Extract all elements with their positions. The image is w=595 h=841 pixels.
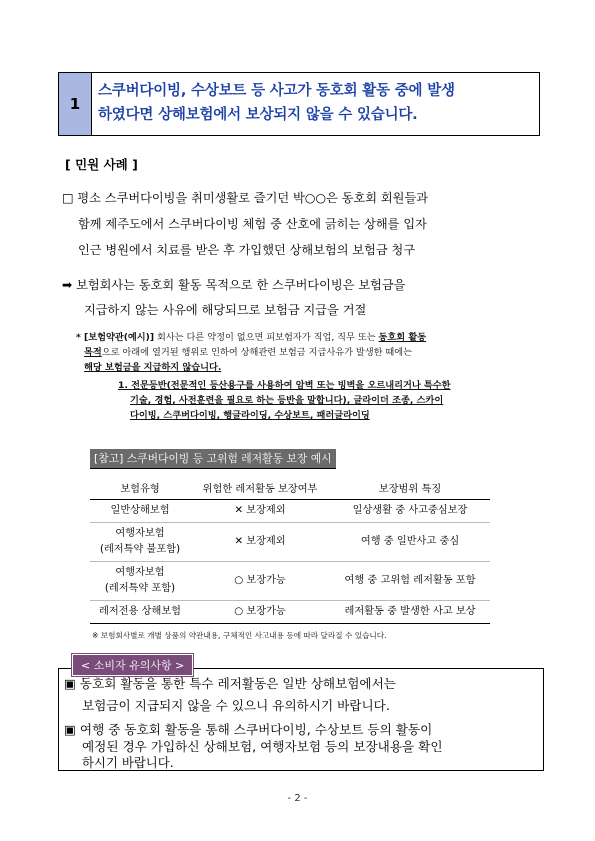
header-coverage: 위험한 레저활동 보장여부: [190, 475, 330, 500]
table-row: [90, 523, 490, 562]
note-policy-label: * [보험약관(예시)]: [76, 332, 155, 343]
answer-line-2: 지급하지 않는 사유에 해당되므로 보험금 지급을 거절: [84, 303, 367, 317]
note-line-2-text: 으로 아래에 열거된 행위로 인하여 상해관련 보험금 지급사유가 발생한 때에는: [101, 347, 413, 358]
cell-type: [90, 562, 190, 601]
section-title-line-2: 하였다면 상해보험에서 보상되지 않을 수 있습니다.: [98, 107, 418, 123]
note-line-4: [118, 378, 451, 393]
reference-footnote: ※ 보험회사별로 개별 상품의 약관내용, 구체적인 사고내용 등에 따라 달라질 수 있습니다.: [92, 631, 387, 640]
consumer-item-2-line-1: ▣ 여행 중 동호회 활동을 통해 스쿠버다이빙, 수상보트 등의 활동이: [64, 722, 433, 737]
consumer-item-1-line-2: 보험금이 지급되지 않을 수 있으니 유의하시기 바랍니다.: [82, 698, 390, 713]
reference-title: [참고] 스쿠버다이빙 등 고위험 레저활동 보장 예시: [90, 449, 336, 469]
header-insurance-type: 보험유형: [90, 475, 190, 500]
page-number: - 2 -: [287, 793, 308, 804]
answer-line-1: ➡ 보험회사는 동호회 활동 목적으로 한 스쿠버다이빙은 보험금을: [62, 278, 406, 292]
section-title: [92, 73, 539, 135]
table-header-row: [90, 475, 490, 500]
cell-type: [90, 601, 190, 624]
cell-scope: 일상생활 중 사고중심보장: [330, 500, 490, 523]
case-line-2: 함께 제주도에서 스쿠버다이빙 체험 중 산호에 긁히는 상해를 입자: [78, 217, 427, 231]
consumer-notice-label: < 소비자 유의사항 >: [72, 654, 193, 676]
table-row: [90, 562, 490, 601]
table-row: [90, 500, 490, 523]
note-line-3: [84, 360, 221, 375]
note-line-3-text: 해당 보험금을 지급하지 않습니다.: [84, 362, 222, 373]
consumer-item-2-line-3: 하시기 바랍니다.: [82, 755, 174, 770]
reference-block: [90, 447, 490, 641]
case-heading: [ 민원 사례 ]: [65, 157, 138, 172]
section-title-line-1: 스쿠버다이빙, 수상보트 등 사고가 동호회 활동 중에 발생: [98, 83, 455, 99]
note-line-4-text: 1. 전문등반(전문적인 등산용구를 사용하여 암벽 또는 빙벽을 오르내리거나 특수한: [118, 380, 451, 391]
header-scope: 보장범위 특징: [330, 475, 490, 500]
cell-coverage: ○ 보장가능: [190, 601, 330, 624]
note-line-2: [84, 345, 412, 360]
cell-type-subtext: (레저특약 불포함): [99, 544, 181, 555]
cell-type-text: 여행자보험: [115, 528, 165, 539]
cell-scope: 여행 중 고위험 레저활동 포함: [330, 562, 490, 601]
section-number: 1: [59, 73, 92, 135]
consumer-item-2-line-2: 예정된 경우 가입하신 상해보험, 여행자보험 등의 보장내용을 확인: [82, 739, 443, 754]
note-line-5-text: 기술, 경험, 사전훈련을 필요로 하는 등반을 말합니다), 글라이더 조종, 스카이: [130, 395, 444, 406]
case-line-1: □ 평소 스쿠버다이빙을 취미생활로 즐기던 박○○은 동호회 회원들과: [62, 191, 429, 205]
cell-type: [90, 500, 190, 523]
note-line-6: [130, 408, 370, 423]
cell-type-subtext: (레저특약 포함): [104, 583, 176, 594]
note-line-1-text: 회사는 다른 약정이 없으면 피보험자가 직업, 직무 또는: [154, 332, 379, 343]
cell-type-text: 여행자보험: [115, 567, 165, 578]
cell-type: [90, 523, 190, 562]
table-row: [90, 601, 490, 624]
note-purpose: 목적: [84, 347, 102, 358]
cell-scope: 레저활동 중 발생한 사고 보상: [330, 601, 490, 624]
note-line-1: [76, 330, 426, 345]
cell-type-text: 레저전용 상해보험: [99, 606, 181, 617]
coverage-table: [90, 475, 490, 624]
cell-coverage: ✕ 보장제외: [190, 523, 330, 562]
cell-type-text: 일반상해보험: [110, 505, 170, 516]
cell-scope: 여행 중 일반사고 중심: [330, 523, 490, 562]
section-title-box: [58, 72, 540, 136]
cell-coverage: ✕ 보장제외: [190, 500, 330, 523]
note-line-5: [130, 393, 443, 408]
case-line-3: 인근 병원에서 치료를 받은 후 가입했던 상해보험의 보험금 청구: [78, 243, 416, 257]
cell-coverage: ○ 보장가능: [190, 562, 330, 601]
consumer-item-1-line-1: ▣ 동호회 활동을 통한 특수 레저활동은 일반 상해보험에서는: [64, 676, 396, 691]
note-club-activity: 동호회 활동: [378, 332, 427, 343]
note-line-6-text: 다이빙, 스쿠버다이빙, 행글라이딩, 수상보트, 패러글라이딩: [130, 410, 370, 421]
